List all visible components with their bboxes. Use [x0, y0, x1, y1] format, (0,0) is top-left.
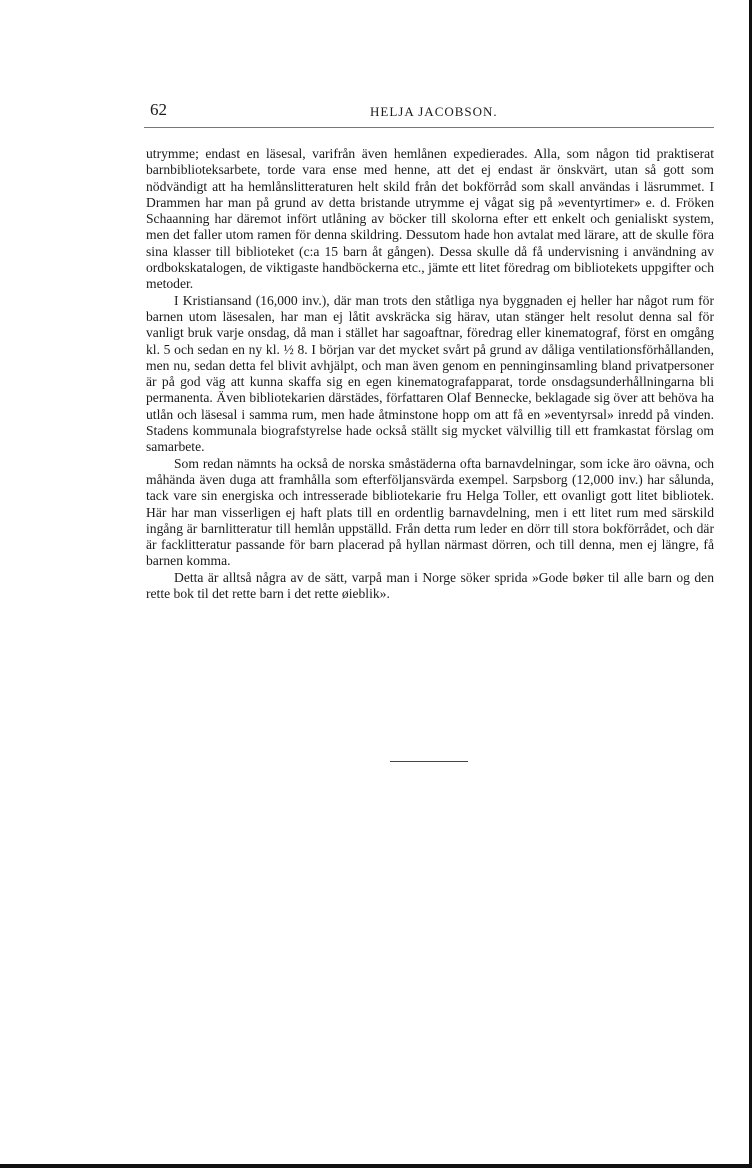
page-header	[148, 100, 716, 124]
page-edge-bottom	[0, 1164, 752, 1168]
paragraph: utrymme; endast en läsesal, varifrån även hemlånen expedierades. Alla, som någon tid praktiserat barnbiblioteksarbete, torde vara ense med henne, att det ej endast är önskvärt, utan så gott som nödvändigt att ha hemlånslitteraturen helt skild från det bokförråd som skall användas i läsrummet. I Drammen har man på grund av detta bristande utrymme ej vågat sig på »eventyrtimer» e. d. Fröken Schaanning har däremot infört utlåning av böcker till skolorna efter ett enkelt och genialiskt system, men det faller utom ramen för denna skildring. Dessutom hade hon avtalat med lärare, att de skulle föra sina klasser till biblioteket (c:a 15 barn åt gången). Dessa skulle då få undervisning i användning av ordbokskatalogen, de viktigaste handböckerna etc., jämte ett litet föredrag om bibliotekets uppgifter och metoder.	[146, 146, 714, 292]
section-end-rule	[390, 761, 468, 762]
running-head: HELJA JACOBSON.	[370, 104, 498, 119]
paragraph: I Kristiansand (16,000 inv.), där man trots den ståtliga nya byggnaden ej heller har något rum för barnen utom läsesalen, har man ej låtit avskräcka sig härav, utan stänger helt resolut denna sal för vanligt bruk varje onsdag, då man i stället har sagoaftnar, föredrag eller kinematograf, först en omgång kl. 5 och sedan en ny kl. ½ 8. I början var det mycket svårt på grund av dåliga ventilationsförhållanden, men nu, sedan detta fel blivit avhjälpt, och man även genom en penninginsamling bland privatpersoner är på god väg att kunna skaffa sig en egen kinematografapparat, torde onsdagsunderhållningarna bli permanenta. Även bibliotekarien därstädes, författaren Olaf Bennecke, beklagade sig över att behöva ha utlån och läsesal i samma rum, men hade åtminstone hopp om att få en »eventyrsal» inredd på vinden. Stadens kommunala biografstyrelse hade också ställt sig mycket välvillig till ett framkastat förslag om samarbete.	[146, 292, 714, 455]
body-text	[146, 146, 714, 602]
paragraph: Som redan nämnts ha också de norska småstäderna ofta barnavdelningar, som icke äro oävna, och måhända även duga att framhålla som efterföljansvärda exempel. Sarpsborg (12,000 inv.) har sålunda, tack vare sin energiska och intresserade bibliotekarie fru Helga Toller, ett ovanligt gott litet bibliotek. Här har man visserligen ej haft plats till en ordentlig barnavdelning, men i ett litet rum med särskild ingång är barnlitteratur till hemlån uppställd. Från detta rum leder en dörr till stora bokförrådet, och där är facklitteratur passande för barn placerad på hyllan närmast dörren, och till denna, men ej längre, få barnen komma.	[146, 455, 714, 569]
page-number: 62	[150, 100, 167, 119]
header-rule	[144, 127, 714, 128]
paragraph: Detta är alltså några av de sätt, varpå man i Norge söker sprida »Gode bøker til alle barn og den rette bok til det rette barn i det rette øieblik».	[146, 569, 714, 602]
